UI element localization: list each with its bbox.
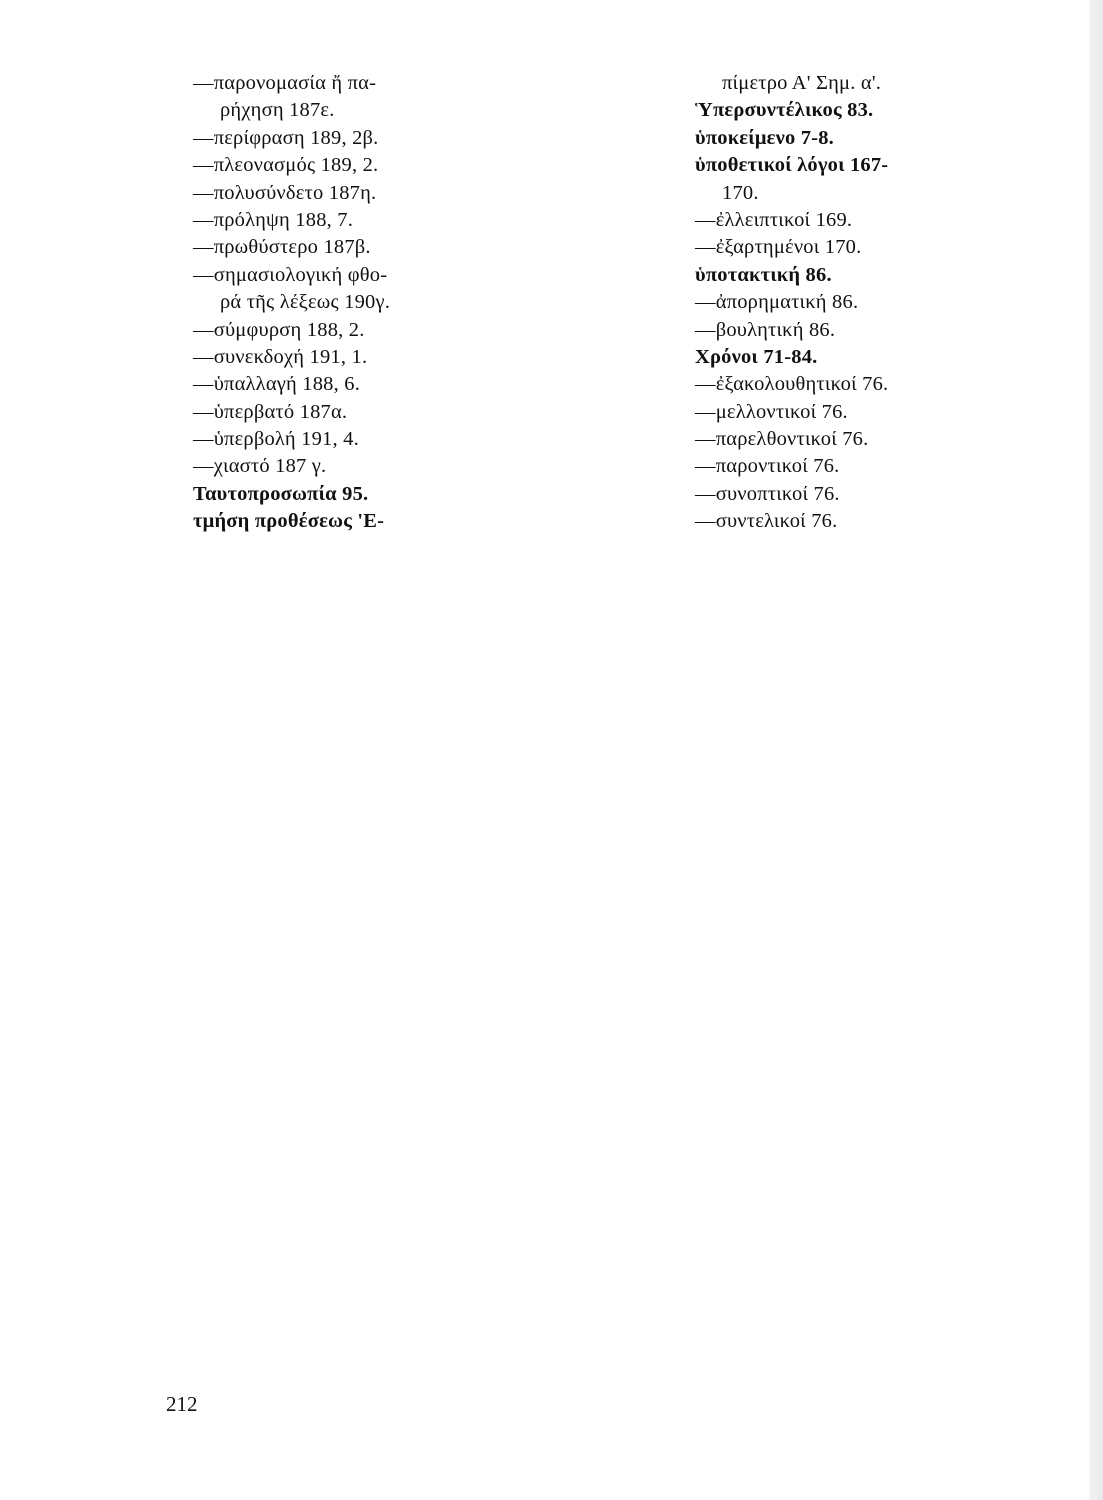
index-column-right bbox=[695, 70, 985, 536]
index-entry-continuation: ρήχηση 187ε. bbox=[220, 99, 335, 122]
index-entry-heading: Ταυτοπροσωπία 95. bbox=[193, 482, 369, 505]
index-entry-heading: ὑποθετικοί λόγοι 167- bbox=[695, 154, 889, 177]
index-subentry: —ἀπορηματική 86. bbox=[695, 291, 859, 314]
index-entry-heading: Ὑπερσυντέλικος 83. bbox=[695, 99, 874, 122]
index-entry-heading: Χρόνοι 71-84. bbox=[695, 345, 818, 368]
index-subentry: —ἐλλειπτικοί 169. bbox=[695, 208, 853, 231]
index-entry-heading: ὑποκείμενο 7-8. bbox=[695, 126, 834, 149]
index-subentry: —σημασιολογική φθο- bbox=[193, 263, 388, 286]
index-subentry: —πρόληψη 188, 7. bbox=[193, 208, 354, 231]
index-subentry: —χιαστό 187 γ. bbox=[193, 455, 327, 478]
index-entry-continuation: 170. bbox=[722, 181, 759, 204]
index-subentry: —πλεονασμός 189, 2. bbox=[193, 154, 379, 177]
index-entry-heading: ὑποτακτική 86. bbox=[695, 263, 832, 286]
index-subentry: —σύμφυρση 188, 2. bbox=[193, 318, 365, 341]
page-number: 212 bbox=[166, 1392, 198, 1416]
index-subentry: —περίφραση 189, 2β. bbox=[193, 126, 379, 149]
index-subentry: —πρωθύστερο 187β. bbox=[193, 236, 371, 259]
index-subentry: —ὑπερβατό 187α. bbox=[193, 400, 348, 423]
index-subentry: —βουλητική 86. bbox=[695, 318, 836, 341]
page-edge-shadow bbox=[1089, 0, 1103, 1500]
index-subentry: —ὑπερβολή 191, 4. bbox=[193, 428, 359, 451]
index-subentry: —παρελθοντικοί 76. bbox=[695, 428, 869, 451]
index-subentry: —παρονομασία ἤ πα- bbox=[193, 72, 377, 94]
index-entry-continuation: ρά τῆς λέξεως 190γ. bbox=[220, 291, 391, 314]
index-subentry: —πολυσύνδετο 187η. bbox=[193, 181, 377, 204]
index-subentry: —παροντικοί 76. bbox=[695, 455, 840, 478]
index-subentry: —ἐξακολουθητικοί 76. bbox=[695, 373, 889, 396]
index-entry-continuation: πίμετρο Α' Σημ. α'. bbox=[722, 72, 882, 94]
index-subentry: —μελλοντικοί 76. bbox=[695, 400, 848, 423]
index-subentry: —συνεκδοχή 191, 1. bbox=[193, 345, 368, 368]
index-entry-heading: τμήση προθέσεως 'Ε- bbox=[193, 510, 385, 533]
index-subentry: —συνοπτικοί 76. bbox=[695, 482, 840, 505]
index-subentry: —συντελικοί 76. bbox=[695, 510, 838, 533]
index-subentry: —ἐξαρτημένοι 170. bbox=[695, 236, 862, 259]
index-subentry: —ὑπαλλαγή 188, 6. bbox=[193, 373, 361, 396]
index-column-left bbox=[193, 70, 463, 536]
